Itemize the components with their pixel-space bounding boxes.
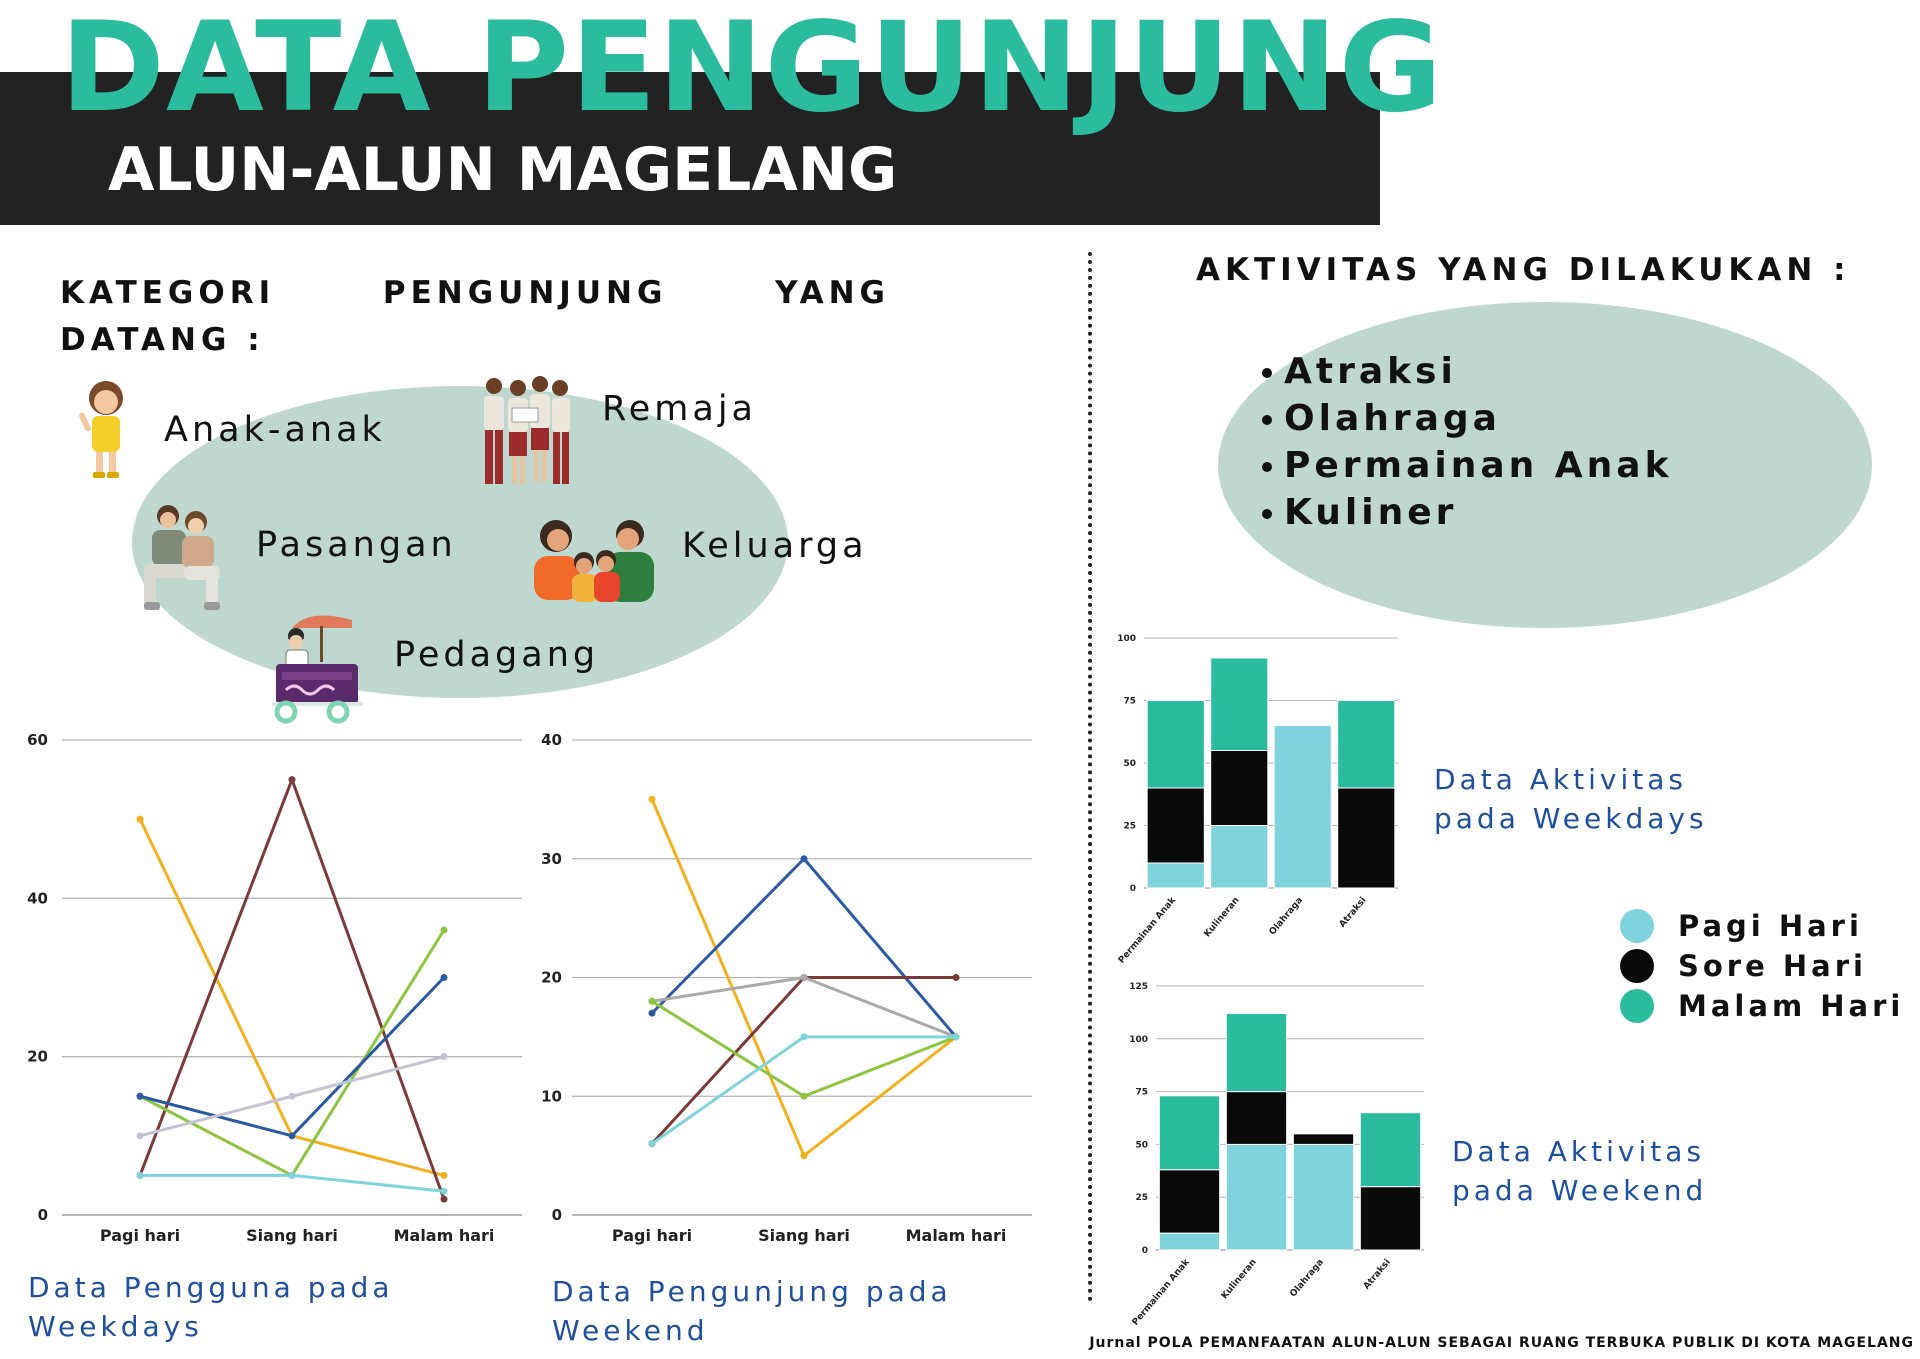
category-label: Remaja: [602, 389, 757, 429]
categories-heading: KATEGORI PENGUNJUNG YANG DATANG :: [60, 275, 890, 358]
teenagers-icon: [476, 372, 572, 498]
data-point: [649, 998, 656, 1005]
series-line: [652, 1001, 956, 1096]
x-tick-label: Atraksi: [1337, 895, 1369, 930]
data-point: [649, 1140, 656, 1147]
bar-segment: [1293, 1134, 1353, 1145]
activities-list: [1262, 348, 1673, 536]
category-pasangan: [134, 498, 457, 620]
footer-citation: Jurnal POLA PEMANFAATAN ALUN-ALUN SEBAGAI RUANG TERBUKA PUBLIK DI KOTA MAGELANG: [1089, 1335, 1914, 1351]
activity-item: Permainan Anak: [1262, 442, 1673, 489]
bar-segment: [1338, 788, 1395, 888]
y-tick-label: 40: [541, 731, 562, 749]
bar-segment: [1159, 1096, 1219, 1170]
y-tick-label: 10: [541, 1087, 562, 1106]
y-tick-label: 100: [1117, 634, 1136, 644]
y-tick-label: 75: [1123, 696, 1136, 707]
bullet-icon: [1262, 415, 1272, 425]
data-point: [801, 1033, 808, 1040]
x-tick-label: Olahraga: [1288, 1257, 1326, 1300]
legend-label: Sore Hari: [1678, 949, 1867, 983]
bar-segment: [1211, 826, 1268, 889]
y-tick-label: 100: [1129, 1034, 1148, 1045]
category-anak-anak: [78, 376, 386, 484]
category-label: Keluarga: [682, 526, 868, 566]
series-line: [652, 978, 956, 1144]
category-remaja: [476, 372, 757, 498]
bar-segment: [1211, 751, 1268, 826]
x-tick-label: Kulineran: [1202, 895, 1242, 940]
x-tick-label: Permainan Anak: [1130, 1257, 1192, 1328]
y-tick-label: 50: [1135, 1140, 1148, 1151]
category-keluarga: [526, 512, 868, 618]
weekday-activities-bar-chart: [1106, 620, 1426, 966]
data-point: [441, 1172, 448, 1179]
data-point: [649, 796, 656, 803]
y-tick-label: 0: [1129, 884, 1136, 894]
y-tick-label: 30: [541, 849, 562, 868]
bullet-icon: [1262, 368, 1272, 378]
data-point: [801, 1093, 808, 1100]
bar-segment: [1226, 1144, 1286, 1250]
bullet-icon: [1262, 509, 1272, 519]
x-tick-label: Atraksi: [1361, 1257, 1393, 1292]
data-point: [441, 1188, 448, 1195]
y-tick-label: 0: [1141, 1246, 1148, 1256]
series-line: [652, 978, 956, 1037]
data-point: [289, 776, 296, 783]
data-point: [441, 1196, 448, 1203]
x-tick-label: Siang hari: [758, 1226, 850, 1245]
data-point: [801, 974, 808, 981]
bar-segment: [1360, 1113, 1420, 1187]
y-tick-label: 0: [551, 1206, 562, 1224]
bar-segment: [1226, 1013, 1286, 1091]
x-tick-label: Olahraga: [1267, 895, 1306, 938]
bar-segment: [1147, 701, 1204, 789]
activity-item: Kuliner: [1262, 489, 1673, 536]
bar-segment: [1147, 863, 1204, 888]
legend-swatch: [1620, 909, 1654, 943]
y-tick-label: 75: [1135, 1087, 1148, 1098]
data-point: [801, 855, 808, 862]
y-tick-label: 60: [27, 731, 48, 749]
weekend-activities-bar-chart: [1106, 968, 1426, 1328]
legend-item: [1620, 986, 1904, 1026]
category-label: Pasangan: [256, 525, 457, 565]
data-point: [137, 1172, 144, 1179]
legend-swatch: [1620, 989, 1654, 1023]
y-tick-label: 20: [27, 1047, 48, 1066]
data-point: [137, 1093, 144, 1100]
couple-icon: [134, 498, 230, 620]
bar-segment: [1338, 701, 1395, 789]
child-icon: [78, 376, 134, 484]
category-label: Anak-anak: [164, 410, 386, 450]
legend-item: [1620, 906, 1904, 946]
legend-item: [1620, 946, 1904, 986]
bar-segment: [1293, 1144, 1353, 1250]
data-point: [649, 1010, 656, 1017]
series-line: [652, 1037, 956, 1144]
caption-weekday-users: Data Pengguna pada Weekdays: [28, 1271, 394, 1343]
y-tick-label: 20: [541, 968, 562, 987]
x-tick-label: Kulineran: [1219, 1257, 1259, 1302]
activity-item: Olahraga: [1262, 395, 1673, 442]
activities-heading: AKTIVITAS YANG DILAKUKAN :: [1196, 252, 1851, 288]
legend: [1620, 906, 1904, 1026]
x-tick-label: Malam hari: [393, 1226, 495, 1245]
page-subtitle: ALUN-ALUN MAGELANG: [108, 135, 898, 205]
caption-weekend-visitors: Data Pengunjung pada Weekend: [552, 1275, 952, 1347]
data-point: [953, 1033, 960, 1040]
activity-item: Atraksi: [1262, 348, 1673, 395]
caption-weekday-activities: Data Aktivitas pada Weekdays: [1434, 763, 1708, 835]
data-point: [441, 1053, 448, 1060]
legend-swatch: [1620, 949, 1654, 983]
x-tick-label: Siang hari: [246, 1226, 338, 1245]
category-pedagang: [252, 606, 599, 728]
column-divider: [1088, 252, 1092, 1302]
bar-segment: [1360, 1187, 1420, 1250]
data-point: [441, 974, 448, 981]
page-title: DATA PENGUNJUNG: [60, 0, 1444, 140]
bar-segment: [1274, 726, 1331, 889]
bar-segment: [1226, 1092, 1286, 1145]
data-point: [289, 1093, 296, 1100]
data-point: [441, 927, 448, 934]
data-point: [289, 1172, 296, 1179]
data-point: [289, 1132, 296, 1139]
data-point: [801, 1152, 808, 1159]
bar-segment: [1159, 1233, 1219, 1250]
x-tick-label: Permainan Anak: [1116, 895, 1179, 966]
y-tick-label: 50: [1123, 759, 1136, 769]
bullet-icon: [1262, 462, 1272, 472]
category-label: Pedagang: [394, 635, 600, 675]
weekend-visitors-line-chart: [520, 720, 1060, 1250]
data-point: [953, 974, 960, 981]
data-point: [137, 816, 144, 823]
legend-label: Malam Hari: [1678, 989, 1905, 1023]
bar-segment: [1211, 658, 1268, 751]
bar-segment: [1159, 1170, 1219, 1233]
y-tick-label: 25: [1123, 821, 1136, 832]
y-tick-label: 0: [37, 1206, 48, 1224]
y-tick-label: 40: [27, 889, 48, 908]
family-icon: [526, 512, 660, 618]
x-tick-label: Malam hari: [905, 1226, 1007, 1245]
series-line: [140, 819, 444, 1175]
y-tick-label: 25: [1135, 1193, 1148, 1204]
data-point: [137, 1132, 144, 1139]
weekday-users-line-chart: [0, 720, 540, 1250]
bar-segment: [1147, 788, 1204, 863]
food-cart-icon: [252, 606, 366, 728]
x-tick-label: Pagi hari: [99, 1226, 181, 1245]
series-line: [652, 859, 956, 1037]
x-tick-label: Pagi hari: [611, 1226, 693, 1245]
y-tick-label: 125: [1129, 982, 1148, 992]
caption-weekend-activities: Data Aktivitas pada Weekend: [1452, 1135, 1708, 1207]
legend-label: Pagi Hari: [1678, 909, 1863, 943]
